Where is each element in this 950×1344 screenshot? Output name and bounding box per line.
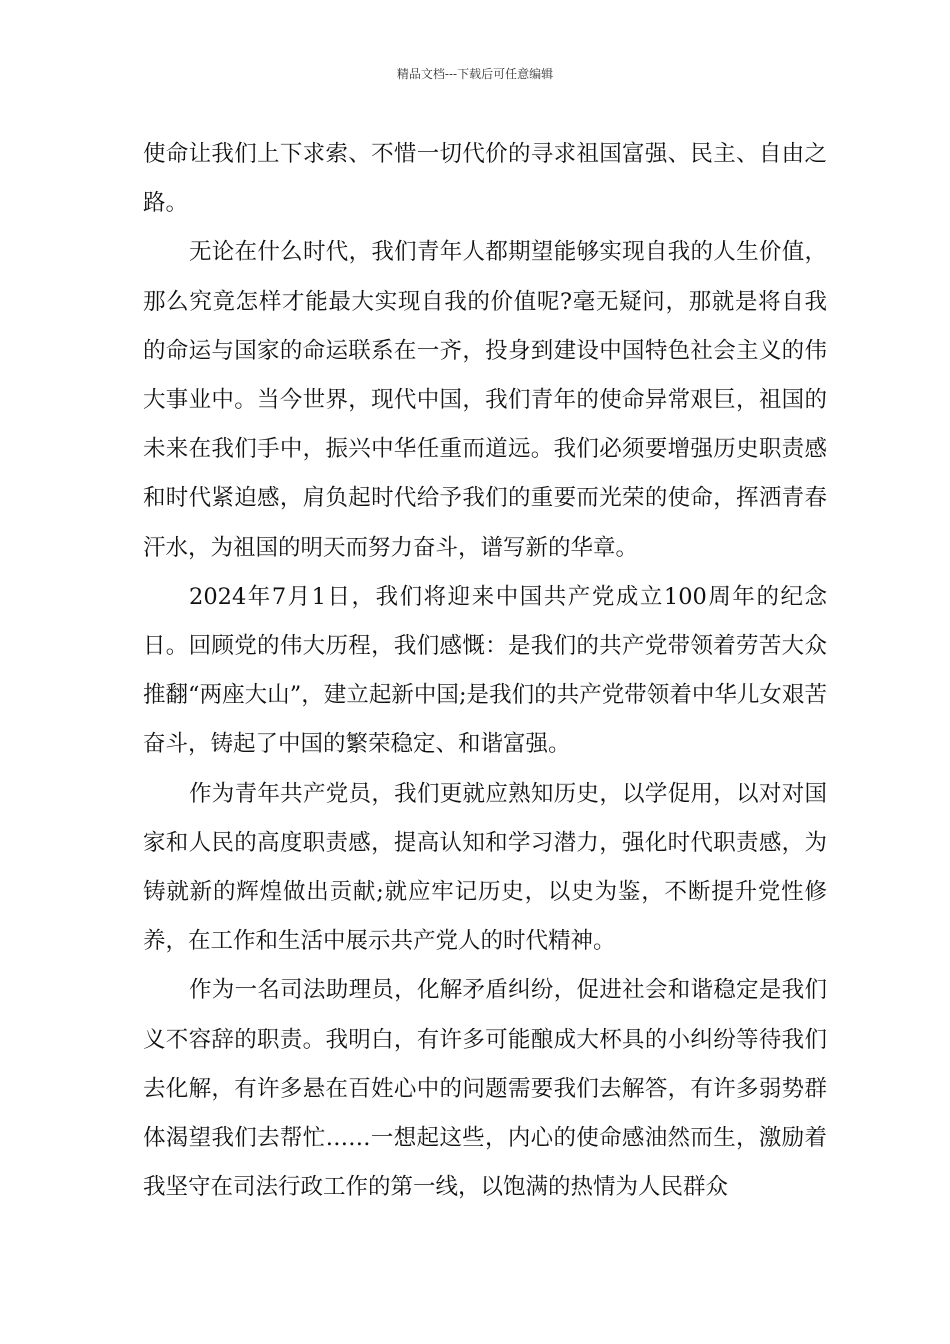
paragraph-2: 无论在什么时代，我们青年人都期望能够实现自我的人生价值，那么究竟怎样才能最大实现自我的价值呢?毫无疑问，那就是将自我的命运与国家的命运联系在一齐，投身到建设中国特色社会主义的伟大事业中。当今世界，现代中国，我们青年的使命异常艰巨，祖国的未来在我们手中，振兴中华任重而道远。我们必须要增强历史职责感和时代紧迫感，肩负起时代给予我们的重要而光荣的使命，挥洒青春汗水，为祖国的明天而努力奋斗，谱写新的华章。 [143,239,827,561]
paragraph-1: 使命让我们上下求索、不惜一切代价的寻求祖国富强、民主、自由之路。 [143,141,827,217]
document-body [143,130,827,1212]
paragraph-4: 作为青年共产党员，我们更就应熟知历史，以学促用，以对对国家和人民的高度职责感，提高认知和学习潜力，强化时代职责感，为铸就新的辉煌做出贡献;就应牢记历史，以史为鉴，不断提升党性修养，在工作和生活中展示共产党人的时代精神。 [143,780,827,955]
paragraph-3: 2024年7月1日，我们将迎来中国共产党成立100周年的纪念日。回顾党的伟大历程，我们感慨：是我们的共产党带领着劳苦大众推翻“两座大山”，建立起新中国;是我们的共产党带领着中华儿女艰苦奋斗，铸起了中国的繁荣稳定、和谐富强。 [143,583,827,758]
page-header: 精品文档---下载后可任意编辑 [396,67,554,81]
paragraph-5: 作为一名司法助理员，化解矛盾纠纷，促进社会和谐稳定是我们义不容辞的职责。我明白，有许多可能酿成大杯具的小纠纷等待我们去化解，有许多悬在百姓心中的问题需要我们去解答，有许多弱势群体渴望我们去帮忙……一想起这些，内心的使命感油然而生，激励着我坚守在司法行政工作的第一线，以饱满的热情为人民群众 [143,977,827,1201]
